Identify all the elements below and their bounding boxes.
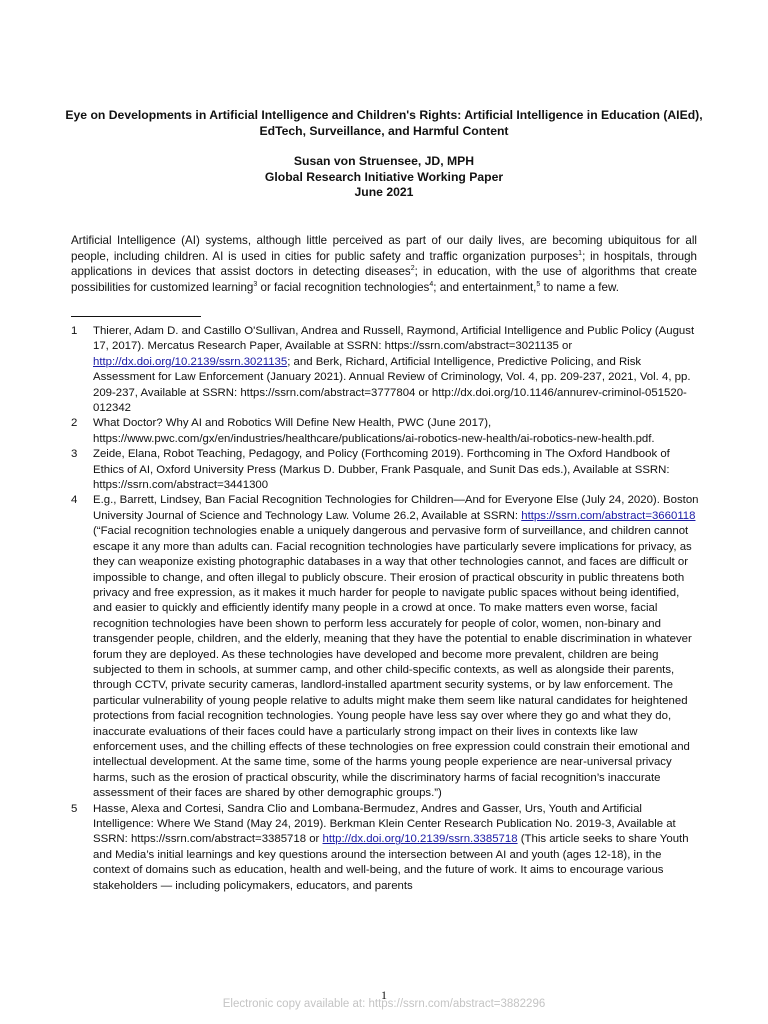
paper-date: June 2021 xyxy=(354,185,414,199)
footnote-text: ; and Berk, Richard, Artificial Intelligence, Predictive Policing, and Risk Assessment for Law Enforcement (January 2021). Annual Review of Criminology, Vol. 4, pp. 209-237, 2021, Vol. 4, pp. 209-237, Available at SSRN: https://ssrn.com/abstract=3777804 or http://dx.doi.org/10.1146/annurev-criminol-051520-012342 xyxy=(93,355,691,415)
footnote-4 xyxy=(71,493,699,801)
intro-text: ; in hospitals, through applications in devices that assist doctors in detecting diseases xyxy=(71,249,698,278)
paper-series: Global Research Initiative Working Paper xyxy=(264,169,504,184)
intro-text: to name a few. xyxy=(540,280,619,294)
footnote-link[interactable]: http://dx.doi.org/10.2139/ssrn.3385718 xyxy=(322,833,518,846)
footnote-2 xyxy=(71,416,699,447)
ssrn-watermark: Electronic copy available at: https://ssrn.com/abstract=3882296 xyxy=(222,998,546,1010)
footnote-text: (“Facial recognition technologies enable a uniquely dangerous and pervasive form of surveillance, and children cannot escape it any more than adults can. Facial recognition technologies have particularly severe implications for privacy, as they can weaponize existing photographic databases in a way that other technologies cannot, and faces are difficult or impossible to change, and often illegal to publicly obscure. Their erosion of practical obscurity in public threatens both privacy and free expression, as it makes it much harder for people to navigate public spaces without being identified, and easier to quickly and efficiently identify many people in a crowd at once. To make matters even worse, facial recognition technologies have been shown to perform less accurately for people of color, women, non-binary and transgender people, children, and the elderly, meaning that they have the potential to enable discrimination in whatever forum they are deployed. As these technologies have developed and become more prevalent, children are being subjected to them in schools, at summer camp, and other child-specific contexts, as well as alongside their parents, through CCTV, private security cameras, landlord-installed apartment security systems, or by law enforcement. The particular vulnerability of young people relative to adults might make them seem like natural candidates for heightened protections from facial recognition technologies. Young people have less say over where they go and what they do, inaccurate evaluations of their faces could have a particularly strong impact on their lives in contexts like law enforcement uses, and the chilling effects of these technologies on free expression could constrain their emotional and intellectual development. At the same time, some of the harms young people experience are near-universal privacy harms, such as the erosion of practical obscurity, while the discriminatory harms of facial recognition’s inaccurate assessment of their faces are shared by other demographic groups.”) xyxy=(93,525,692,800)
footnote-link[interactable]: http://dx.doi.org/10.2139/ssrn.3021135 xyxy=(93,355,288,368)
paper-title: Eye on Developments in Artificial Intelligence and Children's Rights: Artificial Intelligence in Education (AIEd), EdTech, Surveillance, and Harmful Content xyxy=(65,108,703,138)
footnote-ref-2[interactable]: 2 xyxy=(410,265,415,273)
intro-text: Artificial Intelligence (AI) systems, although little perceived as part of our daily lives, are becoming ubiquitous for all people, including children. AI is used in cities for public safety and traffic organization purposes xyxy=(71,234,697,263)
footnote-ref-4[interactable]: 4 xyxy=(429,280,434,288)
footnote-separator xyxy=(71,316,201,317)
author-block xyxy=(60,154,708,201)
footnote-ref-5[interactable]: 5 xyxy=(536,280,541,288)
intro-paragraph xyxy=(71,233,697,295)
footnote-number: 2 xyxy=(71,417,78,430)
footnote-text: Hasse, Alexa and Cortesi, Sandra Clio and Lombana-Bermudez, Andres and Gasser, Urs, Youth and Artificial Intelligence: Where We Stand (May 24, 2019). Berkman Klein Center Research Publication No. 2019-3, Available at SSRN: https://ssrn.com/abstract=3385718 or xyxy=(93,802,676,846)
intro-text: ; and entertainment, xyxy=(433,280,537,294)
footnote-number: 3 xyxy=(71,448,78,461)
footnote-1 xyxy=(71,324,699,416)
footnote-text: (This article seeks to share Youth and Media’s initial learnings and key questions around the intersection between AI and youth (ages 12-18), in the context of domains such as education, health and well-being, and the future of work. It aims to encourage various stakeholders — including policymakers, educators, and parents xyxy=(93,833,689,892)
footnote-ref-3[interactable]: 3 xyxy=(253,280,258,288)
footnote-text: What Doctor? Why AI and Robotics Will Define New Health, PWC (June 2017), https://www.pwc.com/gx/en/industries/healthcare/publications/ai-robotics-new-health/ai-robotics-new-health.pdf. xyxy=(93,417,655,445)
page-number: 1 xyxy=(381,988,387,1002)
footnote-5 xyxy=(71,802,699,894)
footnote-3 xyxy=(71,447,699,493)
footnote-text: E.g., Barrett, Lindsey, Ban Facial Recognition Technologies for Children—And for Everyone Else (July 24, 2020). Boston University Journal of Science and Technology Law. Volume 26.2, Available at SSRN: xyxy=(93,494,699,522)
footnote-number: 1 xyxy=(71,325,78,337)
footnote-number: 4 xyxy=(71,494,78,507)
footnote-text: Thierer, Adam D. and Castillo O'Sullivan, Andrea and Russell, Raymond, Artificial Intelligence and Public Policy (August 17, 2017). Mercatus Research Paper, Available at SSRN: https://ssrn.com/abstract=3021135 or xyxy=(93,325,695,353)
footnotes xyxy=(71,324,699,894)
intro-text: ; in education, with the use of algorithms that create possibilities for customized learning xyxy=(71,265,697,294)
author-name: Susan von Struensee, JD, MPH xyxy=(293,154,475,168)
footnote-number: 5 xyxy=(71,802,78,815)
footnote-ref-1[interactable]: 1 xyxy=(578,249,583,257)
intro-text: or facial recognition technologies xyxy=(257,280,430,294)
footnote-text: Zeide, Elana, Robot Teaching, Pedagogy, and Policy (Forthcoming 2019). Forthcoming in The Oxford Handbook of Ethics of AI, Oxford University Press (Markus D. Dubber, Frank Pasquale, and Sunit Das eds.), Available at SSRN: https://ssrn.com/abstract=3441300 xyxy=(93,448,670,492)
footnote-link[interactable]: https://ssrn.com/abstract=3660118 xyxy=(521,509,696,522)
